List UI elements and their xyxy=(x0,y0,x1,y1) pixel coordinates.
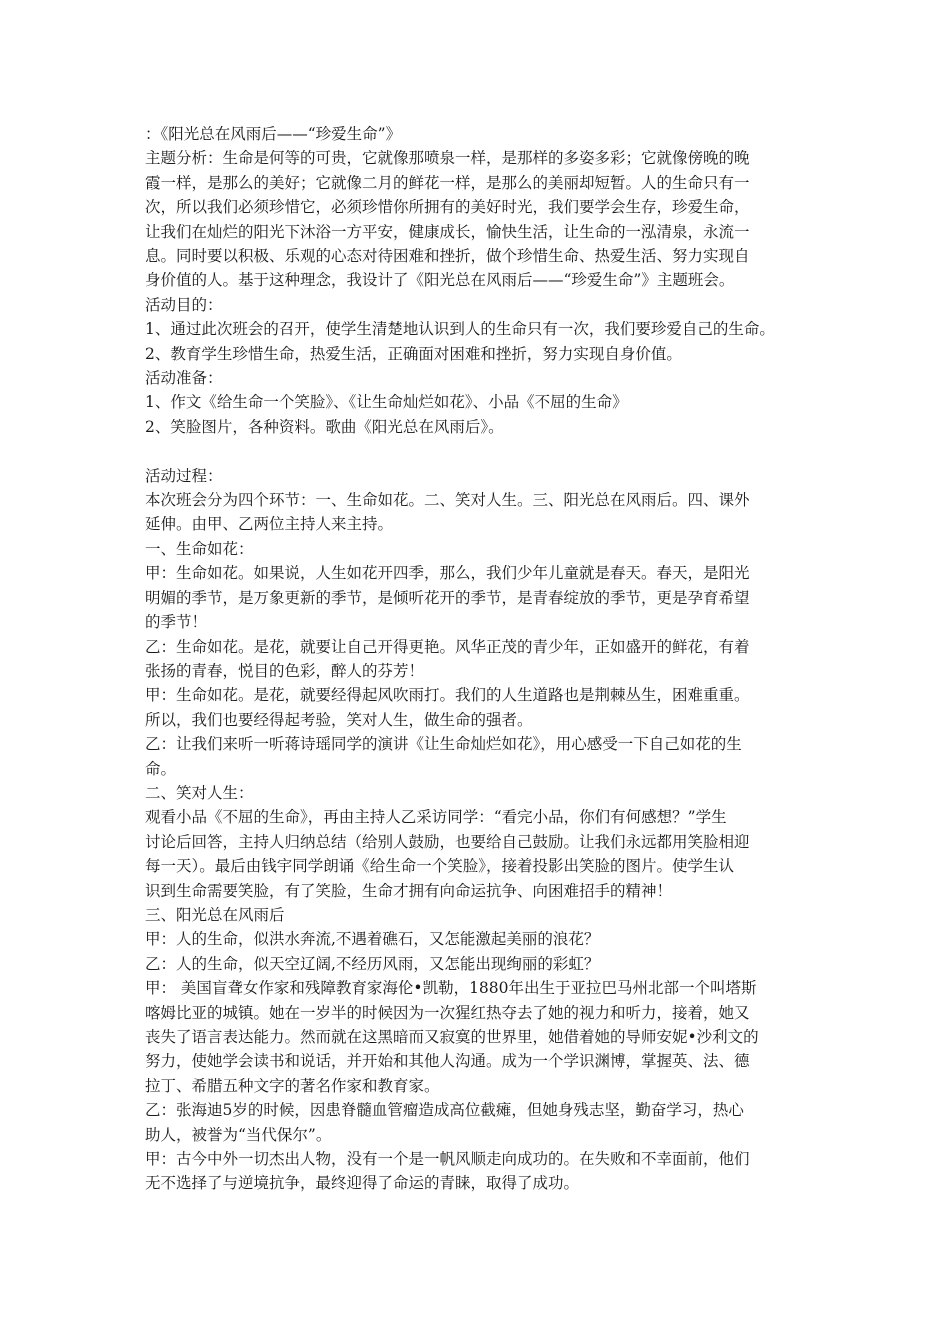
text-line: 乙：生命如花。是花，就要让自己开得更艳。风华正茂的青少年，正如盛开的鲜花，有着 xyxy=(145,637,750,656)
text-line: 助人，被誉为“当代保尔”。 xyxy=(145,1125,332,1144)
text-line: 甲：生命如花。是花，就要经得起风吹雨打。我们的人生道路也是荆棘丛生，困难重重。 xyxy=(145,686,750,705)
text-line: 甲：生命如花。如果说，人生如花开四季，那么，我们少年儿童就是春天。春天，是阳光 xyxy=(145,564,750,583)
text-line: 甲：古今中外一切杰出人物，没有一个是一帆风顺走向成功的。在失败和不幸面前，他们 xyxy=(145,1150,750,1169)
text-line: 让我们在灿烂的阳光下沐浴一方平安，健康成长，愉快生活，让生命的一泓清泉，永流一 xyxy=(145,222,750,241)
text-line: 乙：张海迪5岁的时候，因患脊髓血管瘤造成高位截瘫，但她身残志坚，勤奋学习，热心 xyxy=(145,1101,744,1120)
text-line: 乙：让我们来听一听蒋诗瑶同学的演讲《让生命灿烂如花》，用心感受一下自己如花的生 xyxy=(145,735,742,754)
text-line: 努力，使她学会读书和说话，并开始和其他人沟通。成为一个学识渊博，掌握英、法、德 xyxy=(145,1052,750,1071)
text-line: 无不选择了与逆境抗争，最终迎得了命运的青睐，取得了成功。 xyxy=(145,1174,580,1193)
text-line: 明媚的季节，是万象更新的季节，是倾听花开的季节，是青春绽放的季节，更是孕育希望 xyxy=(145,588,750,607)
text-line: 讨论后回答，主持人归纳总结（给别人鼓励，也要给自己鼓励。让我们永远都用笑脸相迎 xyxy=(145,832,750,851)
text-line: 本次班会分为四个环节：一、生命如花。二、笑对人生。三、阳光总在风雨后。四、课外 xyxy=(145,491,750,510)
text-line: 次，所以我们必须珍惜它，必须珍惜你所拥有的美好时光，我们要学会生存，珍爱生命， xyxy=(145,198,750,217)
text-line: 甲： 美国盲聋女作家和残障教育家海伦•凯勒，1880年出生于亚拉巴马州北部一个叫塔斯 xyxy=(145,979,757,998)
document-body xyxy=(145,122,821,1196)
section-heading: 活动过程： xyxy=(145,466,223,485)
list-item: 1、通过此次班会的召开，使学生清楚地认识到人的生命只有一次，我们要珍爱自己的生命。 xyxy=(145,320,775,339)
text-line: 观看小品《不屈的生命》，再由主持人乙采访同学：“看完小品，你们有何感想？”学生 xyxy=(145,808,727,827)
section-heading: 三、阳光总在风雨后 xyxy=(145,905,285,924)
text-line: 每一天）。最后由钱宇同学朗诵《给生命一个笑脸》，接着投影出笑脸的图片。使学生认 xyxy=(145,857,735,876)
section-heading: 活动准备： xyxy=(145,369,223,388)
text-line: 所以，我们也要经得起考验，笑对人生，做生命的强者。 xyxy=(145,710,533,729)
text-line: 丧失了语言表达能力。然而就在这黑暗而又寂寞的世界里，她借着她的导师安妮•沙利文的 xyxy=(145,1028,759,1047)
section-heading: 一、生命如花： xyxy=(145,539,254,558)
section-heading: 活动目的： xyxy=(145,295,223,314)
text-line: 甲：人的生命，似洪水奔流,不遇着礁石，又怎能激起美丽的浪花？ xyxy=(145,930,600,949)
text-line: 张扬的青春，悦目的色彩，醉人的芬芳！ xyxy=(145,661,425,680)
text-line: 息。同时要以积极、乐观的心态对待困难和挫折，做个珍惜生命、热爱生活、努力实现自 xyxy=(145,247,750,266)
text-line: 的季节！ xyxy=(145,613,208,632)
text-line: 延伸。由甲、乙两位主持人来主持。 xyxy=(145,515,394,534)
list-item: 2、笑脸图片，各种资料。歌曲《阳光总在风雨后》。 xyxy=(145,417,504,436)
text-line: 主题分析：生命是何等的可贵，它就像那喷泉一样，是那样的多姿多彩；它就像傍晚的晚 xyxy=(145,149,750,168)
text-line: 霞一样，是那么的美好；它就像二月的鲜花一样，是那么的美丽却短暂。人的生命只有一 xyxy=(145,173,750,192)
blank-line xyxy=(145,439,821,463)
text-line: 识到生命需要笑脸，有了笑脸，生命才拥有向命运抗争、向困难招手的精神！ xyxy=(145,881,673,900)
list-item: 2、教育学生珍惜生命，热爱生活，正确面对困难和挫折，努力实现自身价值。 xyxy=(145,344,682,363)
text-line: 身价值的人。基于这种理念，我设计了《阳光总在风雨后——“珍爱生命”》主题班会。 xyxy=(145,271,735,290)
section-heading: 二、笑对人生： xyxy=(145,783,254,802)
text-line: 命。 xyxy=(145,759,177,778)
text-line: 乙：人的生命，似天空辽阔,不经历风雨，又怎能出现绚丽的彩虹？ xyxy=(145,954,600,973)
list-item: 1、作文《给生命一个笑脸》、《让生命灿烂如花》、小品《不屈的生命》 xyxy=(145,393,628,412)
document-title: ：《阳光总在风雨后——“珍爱生命”》 xyxy=(145,125,402,143)
text-line: 拉丁、希腊五种文字的著名作家和教育家。 xyxy=(145,1076,440,1095)
text-line: 喀姆比亚的城镇。她在一岁半的时候因为一次猩红热夺去了她的视力和听力，接着，她又 xyxy=(145,1003,750,1022)
